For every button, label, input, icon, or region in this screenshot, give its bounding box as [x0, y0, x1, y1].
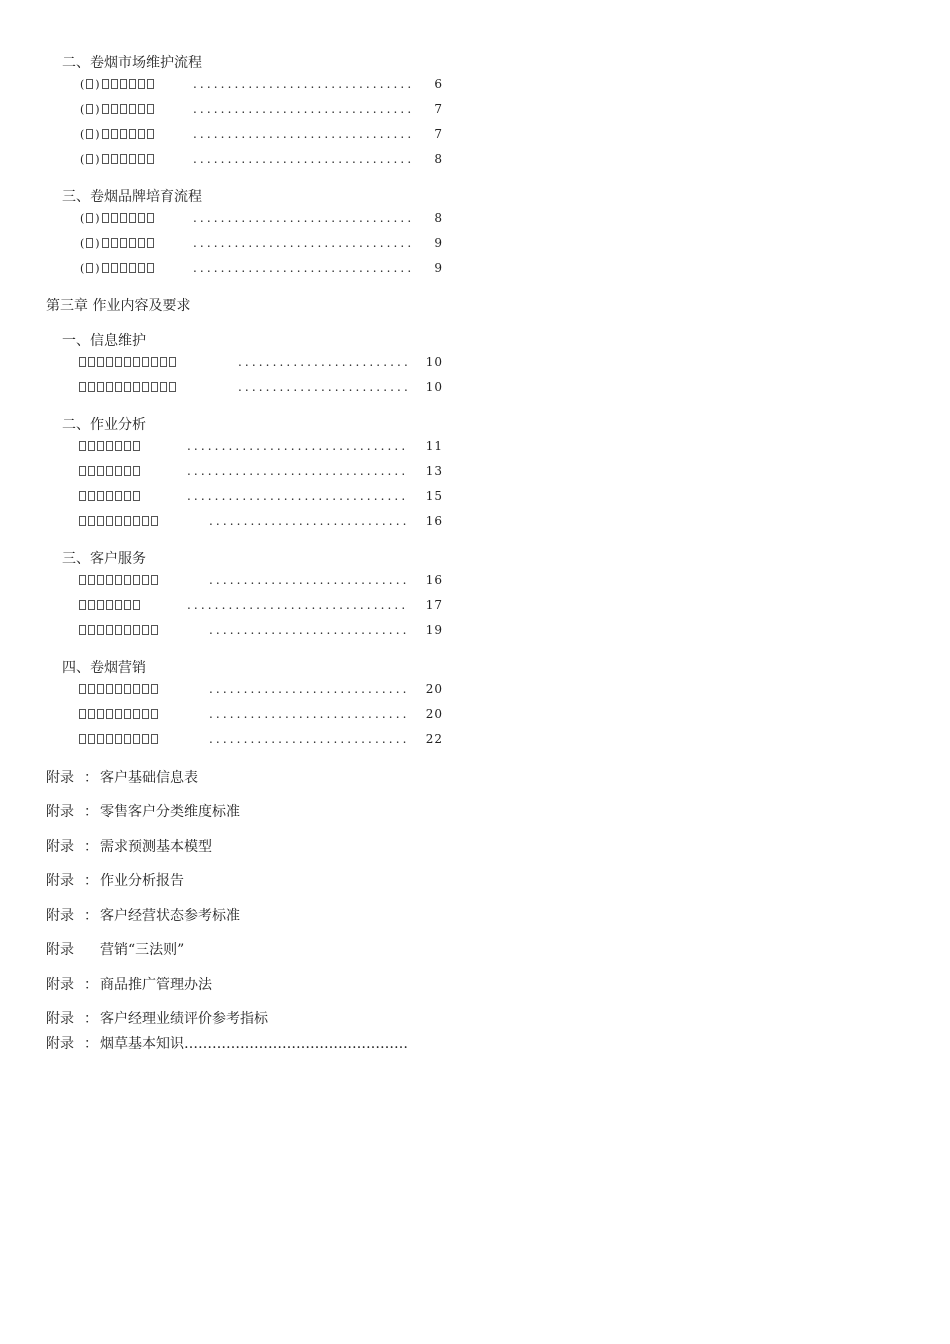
missing-glyph-icon: [79, 357, 86, 367]
missing-glyph-icon: [88, 357, 95, 367]
missing-glyph-icon: [142, 625, 149, 635]
missing-glyph-icon: [88, 466, 95, 476]
open-paren: (: [80, 153, 87, 166]
missing-glyph-icon: [138, 129, 145, 139]
missing-glyph-icon: [115, 441, 122, 451]
toc-entry[interactable]: [79, 683, 160, 696]
missing-glyph-icon: [115, 491, 122, 501]
missing-glyph-icon: [138, 104, 145, 114]
missing-glyph-icon: [142, 516, 149, 526]
open-paren: (: [80, 78, 87, 91]
appendix-title: 客户基础信息表: [100, 770, 198, 786]
missing-glyph-icon: [120, 263, 127, 273]
close-paren: ): [95, 212, 102, 225]
missing-glyph-icon: [79, 466, 86, 476]
missing-glyph-icon: [147, 79, 154, 89]
missing-glyph-icon: [147, 129, 154, 139]
appendix-title: 商品推广管理办法: [100, 977, 212, 993]
missing-glyph-icon: [102, 238, 109, 248]
dot-leader: …………………………………………: [184, 1036, 408, 1052]
missing-glyph-icon: [115, 709, 122, 719]
missing-glyph-icon: [124, 382, 131, 392]
missing-glyph-icon: [120, 129, 127, 139]
appendix-label: 附录: [46, 873, 74, 889]
page-number: 6: [434, 77, 443, 91]
missing-glyph-icon: [133, 709, 140, 719]
missing-glyph-icon: [86, 129, 93, 139]
page-number: 7: [434, 102, 443, 116]
open-paren: (: [80, 103, 87, 116]
appendix-label: 附录: [46, 908, 74, 924]
missing-glyph-icon: [138, 154, 145, 164]
appendix-title: 客户经理业绩评价参考指标: [100, 1011, 268, 1027]
missing-glyph-icon: [106, 382, 113, 392]
missing-glyph-icon: [147, 263, 154, 273]
missing-glyph-icon: [151, 734, 158, 744]
page-number: 9: [434, 261, 443, 275]
page-number: 10: [425, 380, 443, 394]
missing-glyph-icon: [115, 382, 122, 392]
dot-leader: ................................: [193, 127, 415, 141]
toc-entry[interactable]: [79, 440, 142, 453]
dot-leader: ................................: [187, 464, 409, 478]
appendix-colon: ：: [84, 839, 98, 855]
appendix-item[interactable]: [46, 905, 240, 925]
missing-glyph-icon: [86, 104, 93, 114]
appendix-colon: ：: [84, 977, 98, 993]
missing-glyph-icon: [111, 104, 118, 114]
appendix-label: 附录: [46, 1011, 74, 1027]
toc-entry[interactable]: [80, 103, 156, 116]
missing-glyph-icon: [111, 263, 118, 273]
missing-glyph-icon: [97, 709, 104, 719]
missing-glyph-icon: [79, 625, 86, 635]
missing-glyph-icon: [111, 79, 118, 89]
dot-leader: .............................: [209, 573, 410, 587]
missing-glyph-icon: [142, 575, 149, 585]
missing-glyph-icon: [97, 684, 104, 694]
dot-leader: ................................: [193, 261, 415, 275]
missing-glyph-icon: [106, 625, 113, 635]
missing-glyph-icon: [124, 441, 131, 451]
missing-glyph-icon: [97, 625, 104, 635]
missing-glyph-icon: [124, 600, 131, 610]
page-number: 8: [434, 211, 443, 225]
open-paren: (: [80, 237, 87, 250]
close-paren: ): [95, 128, 102, 141]
missing-glyph-icon: [151, 357, 158, 367]
dot-leader: .........................: [238, 355, 411, 369]
missing-glyph-icon: [106, 466, 113, 476]
missing-glyph-icon: [115, 684, 122, 694]
missing-glyph-icon: [79, 600, 86, 610]
missing-glyph-icon: [133, 575, 140, 585]
missing-glyph-icon: [102, 154, 109, 164]
missing-glyph-icon: [124, 625, 131, 635]
appendix-label: 附录: [46, 1036, 74, 1052]
toc-entry[interactable]: [80, 78, 156, 91]
missing-glyph-icon: [106, 684, 113, 694]
missing-glyph-icon: [151, 382, 158, 392]
missing-glyph-icon: [88, 600, 95, 610]
dot-leader: .............................: [209, 732, 410, 746]
missing-glyph-icon: [133, 441, 140, 451]
appendix-item[interactable]: [46, 1008, 268, 1028]
missing-glyph-icon: [120, 213, 127, 223]
toc-entry[interactable]: [79, 515, 160, 528]
toc-entry[interactable]: [80, 128, 156, 141]
appendix-item[interactable]: [46, 1033, 408, 1053]
dot-leader: .........................: [238, 380, 411, 394]
page-number: 19: [425, 623, 443, 637]
missing-glyph-icon: [115, 575, 122, 585]
toc-entry[interactable]: [79, 490, 142, 503]
missing-glyph-icon: [129, 129, 136, 139]
close-paren: ): [95, 153, 102, 166]
missing-glyph-icon: [86, 213, 93, 223]
appendix-label: 附录: [46, 804, 74, 820]
appendix-item[interactable]: [46, 974, 212, 994]
open-paren: (: [80, 212, 87, 225]
missing-glyph-icon: [147, 104, 154, 114]
page-number: 20: [425, 682, 443, 696]
missing-glyph-icon: [111, 129, 118, 139]
missing-glyph-icon: [86, 79, 93, 89]
appendix-title: 烟草基本知识: [100, 1036, 184, 1052]
toc-entry[interactable]: [79, 465, 142, 478]
missing-glyph-icon: [86, 238, 93, 248]
missing-glyph-icon: [120, 79, 127, 89]
missing-glyph-icon: [86, 154, 93, 164]
missing-glyph-icon: [151, 684, 158, 694]
dot-leader: ................................: [193, 102, 415, 116]
appendix-colon: ：: [84, 873, 98, 889]
missing-glyph-icon: [88, 709, 95, 719]
missing-glyph-icon: [115, 734, 122, 744]
toc-entry[interactable]: [79, 624, 160, 637]
toc-entry[interactable]: [80, 212, 156, 225]
page-number: 10: [425, 355, 443, 369]
missing-glyph-icon: [115, 466, 122, 476]
dot-leader: ................................: [187, 489, 409, 503]
missing-glyph-icon: [124, 466, 131, 476]
appendix-label: 附录: [46, 839, 74, 855]
appendix-label: 附录: [46, 977, 74, 993]
appendix-item[interactable]: [46, 801, 240, 821]
missing-glyph-icon: [79, 734, 86, 744]
missing-glyph-icon: [88, 516, 95, 526]
missing-glyph-icon: [97, 382, 104, 392]
missing-glyph-icon: [129, 213, 136, 223]
dot-leader: ................................: [187, 439, 409, 453]
missing-glyph-icon: [142, 684, 149, 694]
missing-glyph-icon: [120, 104, 127, 114]
missing-glyph-icon: [129, 104, 136, 114]
section-heading: 二、卷烟市场维护流程: [62, 55, 202, 71]
missing-glyph-icon: [88, 575, 95, 585]
close-paren: ): [95, 262, 102, 275]
missing-glyph-icon: [102, 213, 109, 223]
missing-glyph-icon: [97, 516, 104, 526]
page-number: 9: [434, 236, 443, 250]
missing-glyph-icon: [169, 357, 176, 367]
dot-leader: ................................: [187, 598, 409, 612]
close-paren: ): [95, 237, 102, 250]
subsection-heading: 二、作业分析: [62, 417, 146, 433]
page-number: 8: [434, 152, 443, 166]
missing-glyph-icon: [97, 441, 104, 451]
page-number: 13: [425, 464, 443, 478]
toc-entry[interactable]: [79, 574, 160, 587]
section-heading: 三、卷烟品牌培育流程: [62, 189, 202, 205]
missing-glyph-icon: [147, 154, 154, 164]
missing-glyph-icon: [79, 491, 86, 501]
missing-glyph-icon: [133, 600, 140, 610]
open-paren: (: [80, 262, 87, 275]
missing-glyph-icon: [124, 491, 131, 501]
appendix-label: 附录: [46, 770, 74, 786]
missing-glyph-icon: [97, 734, 104, 744]
appendix-label: 附录: [46, 942, 74, 958]
missing-glyph-icon: [79, 575, 86, 585]
dot-leader: ................................: [193, 211, 415, 225]
appendix-item[interactable]: [46, 870, 184, 890]
appendix-item[interactable]: [46, 767, 198, 787]
toc-entry[interactable]: [80, 237, 156, 250]
missing-glyph-icon: [111, 238, 118, 248]
missing-glyph-icon: [133, 516, 140, 526]
missing-glyph-icon: [115, 357, 122, 367]
missing-glyph-icon: [97, 466, 104, 476]
missing-glyph-icon: [147, 213, 154, 223]
missing-glyph-icon: [106, 357, 113, 367]
toc-entry[interactable]: [79, 708, 160, 721]
missing-glyph-icon: [79, 709, 86, 719]
subsection-heading: 四、卷烟营销: [62, 660, 146, 676]
toc-entry[interactable]: [79, 381, 178, 394]
missing-glyph-icon: [160, 357, 167, 367]
dot-leader: .............................: [209, 707, 410, 721]
missing-glyph-icon: [79, 684, 86, 694]
missing-glyph-icon: [115, 625, 122, 635]
page-number: 7: [434, 127, 443, 141]
appendix-title: 作业分析报告: [100, 873, 184, 889]
missing-glyph-icon: [142, 357, 149, 367]
missing-glyph-icon: [115, 600, 122, 610]
appendix-colon: ：: [84, 1011, 98, 1027]
missing-glyph-icon: [97, 357, 104, 367]
appendix-title: 需求预测基本模型: [100, 839, 212, 855]
missing-glyph-icon: [138, 79, 145, 89]
missing-glyph-icon: [106, 734, 113, 744]
missing-glyph-icon: [88, 625, 95, 635]
toc-entry[interactable]: [79, 599, 142, 612]
missing-glyph-icon: [106, 600, 113, 610]
toc-entry[interactable]: [79, 356, 178, 369]
missing-glyph-icon: [106, 491, 113, 501]
page-number: 17: [425, 598, 443, 612]
appendix-colon: ：: [84, 1036, 98, 1052]
page-number: 11: [425, 439, 443, 453]
missing-glyph-icon: [133, 684, 140, 694]
missing-glyph-icon: [106, 575, 113, 585]
open-paren: (: [80, 128, 87, 141]
subsection-heading: 三、客户服务: [62, 551, 146, 567]
appendix-title: 营销“三法则”: [100, 942, 185, 958]
missing-glyph-icon: [124, 357, 131, 367]
missing-glyph-icon: [151, 575, 158, 585]
missing-glyph-icon: [147, 238, 154, 248]
page-number: 15: [425, 489, 443, 503]
page-number: 16: [425, 573, 443, 587]
missing-glyph-icon: [129, 154, 136, 164]
missing-glyph-icon: [88, 441, 95, 451]
missing-glyph-icon: [133, 382, 140, 392]
missing-glyph-icon: [133, 466, 140, 476]
missing-glyph-icon: [97, 491, 104, 501]
missing-glyph-icon: [151, 625, 158, 635]
dot-leader: .............................: [209, 514, 410, 528]
missing-glyph-icon: [79, 441, 86, 451]
missing-glyph-icon: [79, 382, 86, 392]
missing-glyph-icon: [120, 238, 127, 248]
toc-entry[interactable]: [80, 153, 156, 166]
dot-leader: ................................: [193, 152, 415, 166]
appendix-title: 零售客户分类维度标准: [100, 804, 240, 820]
missing-glyph-icon: [106, 441, 113, 451]
missing-glyph-icon: [111, 213, 118, 223]
missing-glyph-icon: [169, 382, 176, 392]
missing-glyph-icon: [129, 263, 136, 273]
missing-glyph-icon: [86, 263, 93, 273]
missing-glyph-icon: [97, 575, 104, 585]
dot-leader: .............................: [209, 682, 410, 696]
close-paren: ): [95, 78, 102, 91]
missing-glyph-icon: [124, 516, 131, 526]
page-number: 20: [425, 707, 443, 721]
toc-entry[interactable]: [80, 262, 156, 275]
appendix-colon: ：: [84, 804, 98, 820]
toc-entry[interactable]: [79, 733, 160, 746]
missing-glyph-icon: [133, 625, 140, 635]
missing-glyph-icon: [79, 516, 86, 526]
missing-glyph-icon: [129, 238, 136, 248]
appendix-colon: ：: [84, 770, 98, 786]
missing-glyph-icon: [142, 382, 149, 392]
close-paren: ): [95, 103, 102, 116]
dot-leader: .............................: [209, 623, 410, 637]
missing-glyph-icon: [133, 491, 140, 501]
appendix-item[interactable]: [46, 939, 184, 959]
missing-glyph-icon: [106, 709, 113, 719]
missing-glyph-icon: [88, 491, 95, 501]
chapter-heading: 第三章 作业内容及要求: [46, 298, 191, 314]
missing-glyph-icon: [120, 154, 127, 164]
missing-glyph-icon: [151, 516, 158, 526]
dot-leader: ................................: [193, 77, 415, 91]
missing-glyph-icon: [133, 357, 140, 367]
page-number: 16: [425, 514, 443, 528]
missing-glyph-icon: [88, 382, 95, 392]
subsection-heading: 一、信息维护: [62, 333, 146, 349]
missing-glyph-icon: [102, 104, 109, 114]
missing-glyph-icon: [88, 734, 95, 744]
missing-glyph-icon: [124, 575, 131, 585]
missing-glyph-icon: [138, 213, 145, 223]
missing-glyph-icon: [151, 709, 158, 719]
missing-glyph-icon: [138, 263, 145, 273]
appendix-colon: ：: [84, 908, 98, 924]
page-number: 22: [425, 732, 443, 746]
missing-glyph-icon: [129, 79, 136, 89]
missing-glyph-icon: [97, 600, 104, 610]
appendix-item[interactable]: [46, 836, 212, 856]
dot-leader: ................................: [193, 236, 415, 250]
missing-glyph-icon: [88, 684, 95, 694]
missing-glyph-icon: [124, 709, 131, 719]
missing-glyph-icon: [102, 263, 109, 273]
missing-glyph-icon: [102, 79, 109, 89]
missing-glyph-icon: [106, 516, 113, 526]
missing-glyph-icon: [133, 734, 140, 744]
missing-glyph-icon: [138, 238, 145, 248]
missing-glyph-icon: [124, 684, 131, 694]
missing-glyph-icon: [160, 382, 167, 392]
appendix-title: 客户经营状态参考标准: [100, 908, 240, 924]
missing-glyph-icon: [111, 154, 118, 164]
missing-glyph-icon: [142, 734, 149, 744]
missing-glyph-icon: [115, 516, 122, 526]
missing-glyph-icon: [102, 129, 109, 139]
missing-glyph-icon: [142, 709, 149, 719]
missing-glyph-icon: [124, 734, 131, 744]
